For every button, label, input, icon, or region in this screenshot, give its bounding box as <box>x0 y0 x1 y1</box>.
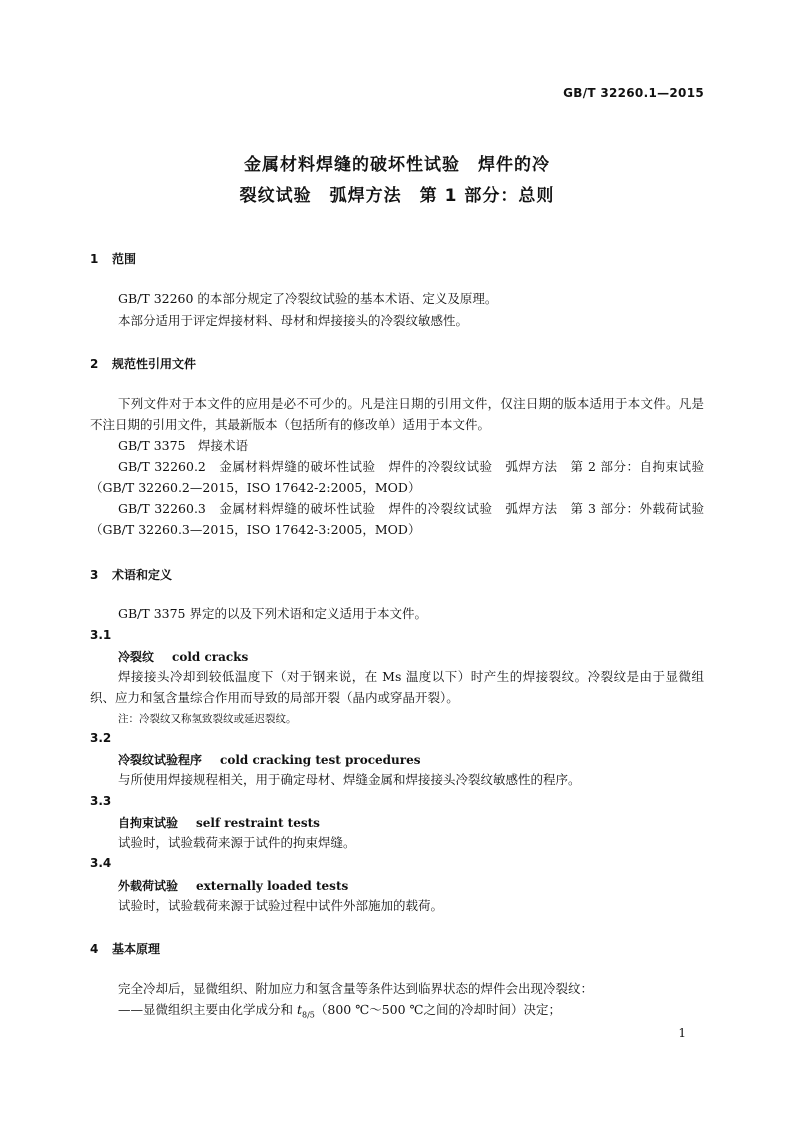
page-number: 1 <box>678 1026 686 1040</box>
paragraph: GB/T 32260 的本部分规定了冷裂纹试验的基本术语、定义及原理。 <box>118 291 498 306</box>
term-english: cold cracking test procedures <box>220 753 421 767</box>
list-text: （800 ℃～500 ℃之间的冷却时间）决定； <box>314 1002 562 1017</box>
term-number: 3.3 <box>90 794 112 808</box>
term-heading <box>118 751 420 768</box>
note: 注：冷裂纹又称氢致裂纹或延迟裂纹。 <box>118 713 297 725</box>
paragraph: 下列文件对于本文件的应用是必不可少的。凡是注日期的引用文件，仅注日期的版本适用于本文件。凡是不注日期的引用文件，其最新版本（包括所有的修改单）适用于本文件。 <box>90 396 704 432</box>
document-title-line2: 裂纹试验 弧焊方法 第 1 部分：总则 <box>239 186 555 206</box>
list-item <box>118 999 561 1026</box>
section-number: 3 <box>90 568 99 582</box>
standard-number: GB/T 32260.1—2015 <box>563 86 704 100</box>
section-title: 基本原理 <box>112 942 161 956</box>
section-3-heading <box>90 566 172 583</box>
paragraph: GB/T 3375 界定的以及下列术语和定义适用于本文件。 <box>118 606 427 621</box>
reference-item: GB/T 32260.2 金属材料焊缝的破坏性试验 焊件的冷裂纹试验 弧焊方法 第 2 部分：自拘束试验（GB/T 32260.2—2015，ISO 17642-2:2005，MOD） <box>90 459 704 495</box>
term-english: cold cracks <box>172 650 249 664</box>
symbol-t: t <box>296 1002 303 1017</box>
term-number: 3.4 <box>90 856 112 870</box>
term-heading <box>118 814 320 831</box>
section-title: 规范性引用文件 <box>112 357 197 371</box>
term-chinese: 外载荷试验 <box>118 879 179 893</box>
section-2-heading <box>90 355 196 372</box>
term-number: 3.1 <box>90 628 112 642</box>
term-chinese: 冷裂纹试验程序 <box>118 753 203 767</box>
term-definition: 与所使用焊接规程相关，用于确定母材、焊缝金属和焊接接头冷裂纹敏感性的程序。 <box>118 772 581 787</box>
term-definition: 试验时，试验载荷来源于试验过程中试件外部施加的载荷。 <box>118 898 444 913</box>
term-chinese: 冷裂纹 <box>118 650 155 664</box>
term-english: externally loaded tests <box>196 879 349 893</box>
section-number: 1 <box>90 252 99 266</box>
term-number: 3.2 <box>90 731 112 745</box>
paragraph: 完全冷却后，显微组织、附加应力和氢含量等条件达到临界状态的焊件会出现冷裂纹： <box>118 981 594 996</box>
section-1-heading <box>90 250 136 267</box>
paragraph: 本部分适用于评定焊接材料、母材和焊接接头的冷裂纹敏感性。 <box>118 313 469 328</box>
reference-item: GB/T 32260.3 金属材料焊缝的破坏性试验 焊件的冷裂纹试验 弧焊方法 第 3 部分：外载荷试验（GB/T 32260.3—2015，ISO 17642-3:2005，MOD） <box>90 501 704 537</box>
term-english: self restraint tests <box>196 816 320 830</box>
list-text: ——显微组织主要由化学成分和 <box>118 1002 297 1017</box>
section-4-heading <box>90 940 160 957</box>
term-definition: 试验时，试验载荷来源于试件的拘束焊缝。 <box>118 835 356 850</box>
section-number: 4 <box>90 942 99 956</box>
reference-item: GB/T 3375 焊接术语 <box>118 438 249 453</box>
term-heading <box>118 648 248 665</box>
section-title: 术语和定义 <box>112 568 173 582</box>
term-chinese: 自拘束试验 <box>118 816 179 830</box>
symbol-subscript: 8/5 <box>302 1010 315 1020</box>
document-title-line1: 金属材料焊缝的破坏性试验 焊件的冷 <box>244 155 550 175</box>
section-number: 2 <box>90 357 99 371</box>
term-definition: 焊接接头冷却到较低温度下（对于钢来说，在 Ms 温度以下）时产生的焊接裂纹。冷裂纹是由于显微组织、应力和氢含量综合作用而导致的局部开裂（晶内或穿晶开裂）。 <box>90 669 704 705</box>
term-heading <box>118 877 348 894</box>
section-title: 范围 <box>112 252 137 266</box>
